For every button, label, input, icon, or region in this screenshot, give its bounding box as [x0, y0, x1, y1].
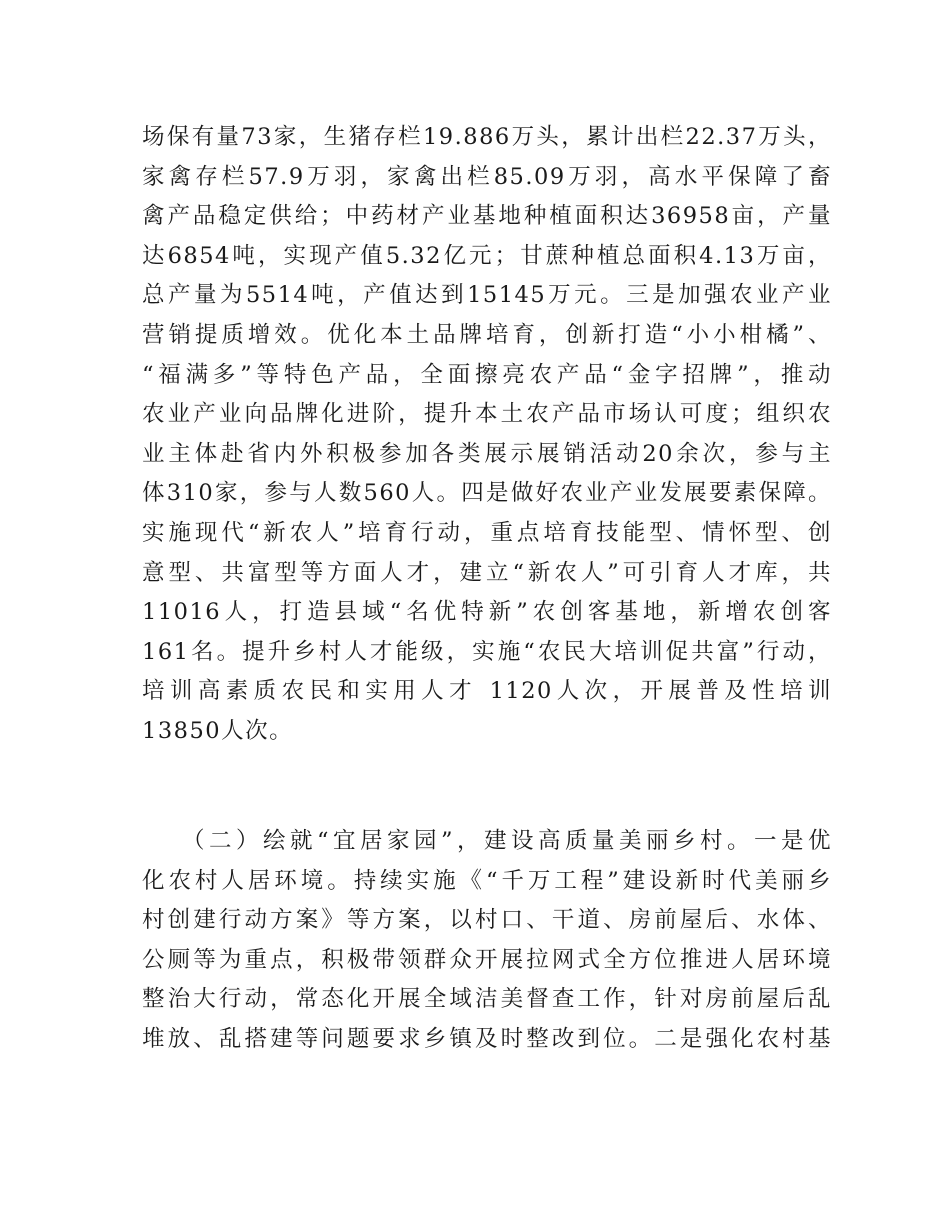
section-heading-line: （二）绘就“宜居家园”，建设高质量美丽乡村。一是优 — [182, 828, 832, 854]
text-line: 实施现代“新农人”培育行动，重点培育技能型、情怀型、创 — [142, 519, 832, 546]
text-line: 堆放、乱搭建等问题要求乡镇及时整改到位。二是强化农村基 — [142, 1025, 832, 1052]
text-line: 总产量为5514吨，产值达到15145万元。三是加强农业产业 — [142, 282, 832, 309]
text-line: 村创建行动方案》等方案，以村口、干道、房前屋后、水体、 — [142, 907, 832, 934]
text-line: 家禽存栏57.9万羽，家禽出栏85.09万羽，高水平保障了畜 — [142, 163, 832, 190]
text-line: 达6854吨，实现产值5.32亿元；甘蔗种植总面积4.13万亩， — [142, 242, 832, 269]
text-line: 化农村人居环境。持续实施《“千万工程”建设新时代美丽乡 — [142, 867, 832, 894]
text-line: 意型、共富型等方面人才，建立“新农人”可引育人才库，共 — [142, 559, 832, 586]
text-line: 161名。提升乡村人才能级，实施“农民大培训促共富”行动， — [142, 638, 832, 665]
paragraph-livable-homes — [142, 822, 832, 1060]
text-line: 整治大行动，常态化开展全域洁美督查工作，针对房前屋后乱 — [142, 986, 832, 1013]
text-line: 培训高素质农民和实用人才 1120人次，开展普及性培训 — [142, 678, 832, 705]
text-line: 公厕等为重点，积极带领群众开展拉网式全方位推进人居环境 — [142, 946, 832, 973]
text-line: “福满多”等特色产品，全面擦亮农产品“金字招牌”，推动 — [142, 361, 832, 388]
text-line: 场保有量73家，生猪存栏19.886万头，累计出栏22.37万头， — [142, 124, 832, 150]
text-line: 11016人，打造县域“名优特新”农创客基地，新增农创客 — [142, 599, 832, 626]
text-line: 禽产品稳定供给；中药材产业基地种植面积达36958亩，产量 — [142, 203, 832, 230]
paragraph-livestock-and-talent — [142, 118, 832, 752]
text-line: 体310家，参与人数560人。四是做好农业产业发展要素保障。 — [142, 480, 832, 507]
text-line: 13850人次。 — [142, 717, 294, 744]
text-line: 农业产业向品牌化进阶，提升本土农产品市场认可度；组织农 — [142, 401, 832, 428]
text-line: 营销提质增效。优化本土品牌培育，创新打造“小小柑橘”、 — [142, 321, 832, 348]
text-line: 业主体赴省内外积极参加各类展示展销活动20余次，参与主 — [142, 440, 832, 467]
